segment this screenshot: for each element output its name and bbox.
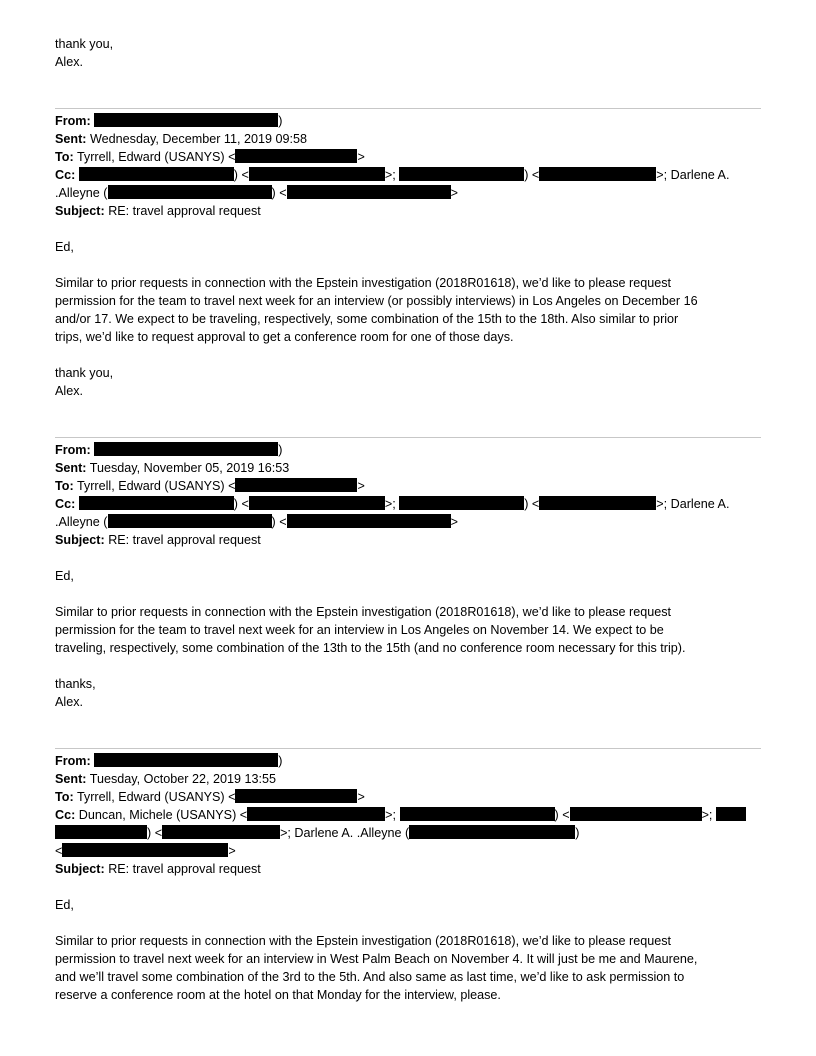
body-line: Similar to prior requests in connection with the Epstein investigation (2018R01618), we’d like to please request (55, 934, 672, 948)
cc-sep: ) < (524, 497, 540, 511)
body-line: traveling, respectively, some combination of the 13th to the 15th (and no conference room necessary for this trip). (55, 641, 686, 655)
redaction-block (79, 167, 234, 181)
cc-sep: > (228, 844, 236, 858)
cc-sep: < (55, 844, 63, 858)
from-label: From: (55, 443, 91, 457)
to-line (55, 788, 365, 806)
body-line: Similar to prior requests in connection with the Epstein investigation (2018R01618), we’d like to please request (55, 276, 672, 290)
subject-label: Subject: (55, 862, 105, 876)
sent-line (55, 130, 307, 148)
cc-line (55, 806, 746, 824)
cc-label: Cc: (55, 808, 76, 822)
from-suffix: ) (278, 754, 283, 768)
sent-line (55, 459, 289, 477)
to-suffix: > (357, 790, 365, 804)
body-line: and/or 17. We expect to be traveling, respectively, some combination of the 15th to the 18th. Also similar to prior (55, 312, 679, 326)
subject-line (55, 202, 261, 220)
redaction-block (79, 496, 234, 510)
salutation: Ed, (55, 569, 74, 583)
message-separator (55, 108, 761, 109)
from-suffix: ) (278, 114, 283, 128)
cc-line-continued (55, 842, 236, 860)
salutation: Ed, (55, 898, 74, 912)
redaction-block (108, 185, 272, 199)
subject-label: Subject: (55, 204, 105, 218)
to-name: Tyrrell, Edward (USANYS) < (76, 479, 236, 493)
cc-sep: > (450, 186, 458, 200)
to-label: To: (55, 150, 74, 164)
redaction-block (539, 496, 656, 510)
redaction-block (539, 167, 656, 181)
cc-line-continued (55, 184, 458, 202)
subject-line (55, 531, 261, 549)
to-line (55, 148, 365, 166)
to-suffix: > (357, 479, 365, 493)
redaction-block (62, 843, 228, 857)
to-suffix: > (357, 150, 365, 164)
cc-label: Cc: (55, 497, 76, 511)
redaction-block (94, 113, 278, 127)
redaction-block (400, 807, 555, 821)
from-line (55, 112, 282, 130)
from-label: From: (55, 754, 91, 768)
redaction-block (235, 789, 357, 803)
salutation: Ed, (55, 240, 74, 254)
cc-sep: ) < (233, 168, 249, 182)
cc-line-continued (55, 513, 458, 531)
cc-name: Duncan, Michele (USANYS) < (78, 808, 248, 822)
signature-line: Alex. (55, 55, 83, 69)
redaction-block (249, 496, 385, 510)
to-name: Tyrrell, Edward (USANYS) < (76, 150, 236, 164)
cc-name: Darlene A. (670, 497, 730, 511)
cc-sep: ) < (524, 168, 540, 182)
redaction-block (162, 825, 280, 839)
closing-line: thanks, (55, 677, 96, 691)
cc-line-continued (55, 824, 579, 842)
redaction-block (247, 807, 385, 821)
cc-name: .Alleyne ( (55, 515, 108, 529)
cc-line (55, 166, 729, 184)
sent-value: Tuesday, November 05, 2019 16:53 (89, 461, 290, 475)
cc-label: Cc: (55, 168, 76, 182)
closing-line: thank you, (55, 366, 114, 380)
redaction-block (249, 167, 385, 181)
redaction-block (570, 807, 702, 821)
cc-sep: > (450, 515, 458, 529)
redaction-block (287, 514, 451, 528)
redaction-block (287, 185, 451, 199)
cc-sep: ) < (271, 186, 287, 200)
sent-line (55, 770, 276, 788)
body-line: permission to travel next week for an interview in West Palm Beach on November 4. It will just be me and Maurene, (55, 952, 698, 966)
to-label: To: (55, 790, 74, 804)
sent-value: Tuesday, October 22, 2019 13:55 (89, 772, 276, 786)
from-suffix: ) (278, 443, 283, 457)
cc-sep: >; (701, 808, 716, 822)
to-label: To: (55, 479, 74, 493)
body-line: permission for the team to travel next week for an interview in Los Angeles on November 14. We expect to be (55, 623, 664, 637)
body-line: reserve a conference room at the hotel on that Monday for the interview, please. (55, 988, 501, 1002)
signature-line: Alex. (55, 695, 83, 709)
redaction-block (399, 167, 524, 181)
cc-sep: ) < (233, 497, 249, 511)
cc-sep: >; (385, 808, 400, 822)
cc-sep: ) < (271, 515, 287, 529)
message-separator (55, 748, 761, 749)
from-label: From: (55, 114, 91, 128)
redaction-block (716, 807, 746, 821)
cc-sep: >; (384, 497, 400, 511)
sent-value: Wednesday, December 11, 2019 09:58 (89, 132, 308, 146)
sent-label: Sent: (55, 461, 87, 475)
cc-sep: >; (280, 826, 295, 840)
to-line (55, 477, 365, 495)
redaction-block (94, 753, 278, 767)
to-name: Tyrrell, Edward (USANYS) < (76, 790, 236, 804)
subject-label: Subject: (55, 533, 105, 547)
redaction-block (235, 149, 357, 163)
signature-line: Alex. (55, 384, 83, 398)
cc-name: Darlene A. (670, 168, 730, 182)
sent-label: Sent: (55, 132, 87, 146)
subject-value: RE: travel approval request (108, 204, 261, 218)
message-separator (55, 437, 761, 438)
body-line: and we’ll travel some combination of the 3rd to the 5th. And also same as last time, we’d like to ask permission to (55, 970, 685, 984)
closing-line: thank you, (55, 37, 114, 51)
cc-sep: >; (656, 497, 671, 511)
sent-label: Sent: (55, 772, 87, 786)
cc-sep: ) (575, 826, 580, 840)
from-line (55, 441, 282, 459)
body-line: Similar to prior requests in connection with the Epstein investigation (2018R01618), we’d like to please request (55, 605, 672, 619)
redaction-block (94, 442, 278, 456)
redaction-block (235, 478, 357, 492)
subject-line (55, 860, 261, 878)
body-line: trips, we’d like to request approval to get a conference room for one of those days. (55, 330, 514, 344)
cc-sep: >; (656, 168, 671, 182)
body-line: permission for the team to travel next week for an interview (or possibly interviews) in Los Angeles on December 16 (55, 294, 698, 308)
cc-line (55, 495, 729, 513)
redaction-block (399, 496, 524, 510)
cc-sep: ) < (554, 808, 570, 822)
cc-sep: ) < (147, 826, 163, 840)
subject-value: RE: travel approval request (108, 862, 261, 876)
subject-value: RE: travel approval request (108, 533, 261, 547)
redaction-block (55, 825, 147, 839)
cc-name: .Alleyne ( (55, 186, 108, 200)
redaction-block (108, 514, 272, 528)
from-line (55, 752, 282, 770)
cc-name: Darlene A. .Alleyne ( (294, 826, 410, 840)
redaction-block (409, 825, 575, 839)
cc-sep: >; (384, 168, 400, 182)
